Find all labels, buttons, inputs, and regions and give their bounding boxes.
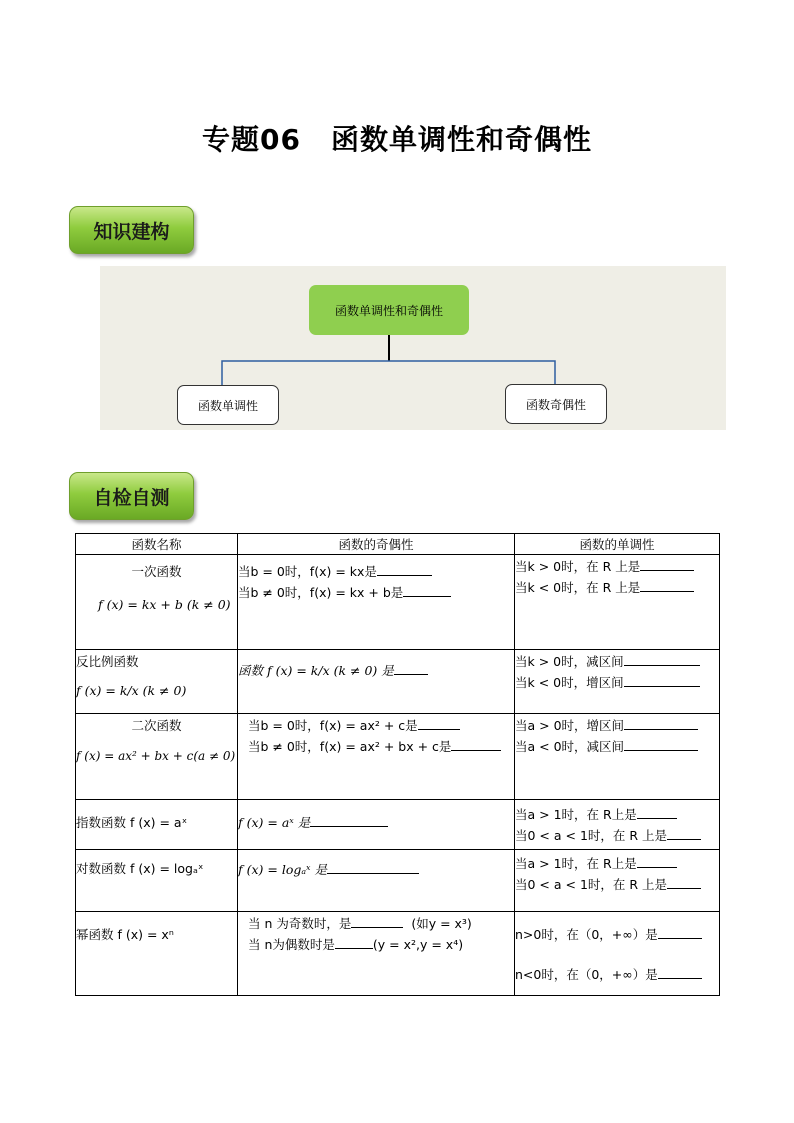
answer-blank[interactable] xyxy=(335,935,373,949)
function-name-text: 二次函数 xyxy=(131,718,182,733)
table-row xyxy=(76,555,720,650)
knowledge-diagram xyxy=(100,266,726,430)
answer-blank[interactable] xyxy=(624,652,700,666)
diagram-root-node: 函数单调性和奇偶性 xyxy=(309,285,469,335)
mono-line: 当a < 0时，减区间 xyxy=(515,739,625,754)
table-header-row xyxy=(76,534,720,555)
header-parity: 函数的奇偶性 xyxy=(238,534,515,555)
cell-function-name xyxy=(76,800,238,850)
function-name-text: 反比例函数 xyxy=(76,654,139,669)
parity-line: 当b = 0时，f(x) = kx是 xyxy=(238,564,377,579)
answer-blank[interactable] xyxy=(637,805,677,819)
answer-blank[interactable] xyxy=(418,716,460,730)
header-monotonicity: 函数的单调性 xyxy=(515,534,720,555)
answer-blank[interactable] xyxy=(624,716,698,730)
function-properties-table xyxy=(75,533,720,996)
answer-blank[interactable] xyxy=(658,925,702,939)
answer-blank[interactable] xyxy=(351,914,403,928)
function-name-text: 指数函数 f (x) = aˣ xyxy=(76,815,188,830)
cell-monotonicity xyxy=(515,850,720,912)
header-name: 函数名称 xyxy=(76,534,238,555)
function-name-text: 对数函数 f (x) = logₐˣ xyxy=(76,861,204,876)
mono-line: n>0时，在（0，+∞）是 xyxy=(515,927,658,942)
page-title xyxy=(0,118,794,158)
answer-blank[interactable] xyxy=(327,860,419,874)
cell-function-name xyxy=(76,912,238,996)
parity-line: 函数 f (x) = k/x (k ≠ 0) 是 xyxy=(238,663,394,678)
mono-line: 当k > 0时，减区间 xyxy=(515,654,624,669)
title-number: 专题06 xyxy=(202,123,301,156)
mono-line: 当0 < a < 1时，在 R 上是 xyxy=(515,828,668,843)
parity-line: 当b = 0时，f(x) = ax² + c是 xyxy=(248,718,418,733)
mono-line: 当k < 0时，增区间 xyxy=(515,675,624,690)
cell-parity xyxy=(238,850,515,912)
table-row xyxy=(76,714,720,800)
section-badge-knowledge: 知识建构 xyxy=(69,206,194,254)
function-name-text: 一次函数 xyxy=(131,564,182,579)
cell-function-name xyxy=(76,714,238,800)
title-topic: 函数单调性和奇偶性 xyxy=(330,123,592,156)
cell-monotonicity xyxy=(515,800,720,850)
answer-blank[interactable] xyxy=(667,826,701,840)
cell-parity xyxy=(238,912,515,996)
mono-line: 当k > 0时，在 R 上是 xyxy=(515,559,641,574)
cell-function-name xyxy=(76,850,238,912)
answer-blank[interactable] xyxy=(403,583,451,597)
cell-monotonicity xyxy=(515,714,720,800)
cell-parity xyxy=(238,800,515,850)
mono-line: 当0 < a < 1时，在 R 上是 xyxy=(515,877,668,892)
table-row xyxy=(76,800,720,850)
function-name-text: 幂函数 f (x) = xⁿ xyxy=(76,927,174,942)
mono-line: n<0时，在（0，+∞）是 xyxy=(515,967,658,982)
mono-line: 当a > 1时，在 R上是 xyxy=(515,807,637,822)
diagram-node-parity: 函数奇偶性 xyxy=(505,384,607,424)
parity-line: 当b ≠ 0时，f(x) = ax² + bx + c是 xyxy=(248,739,452,754)
answer-blank[interactable] xyxy=(637,854,677,868)
cell-monotonicity xyxy=(515,555,720,650)
cell-parity xyxy=(238,650,515,714)
parity-line: 当 n为偶数时是 xyxy=(248,937,335,952)
answer-blank[interactable] xyxy=(667,875,701,889)
section-badge-selftest: 自检自测 xyxy=(69,472,194,520)
parity-example: (如y = x³) xyxy=(411,916,472,931)
cell-monotonicity xyxy=(515,912,720,996)
parity-line: f (x) = logₐˣ 是 xyxy=(238,862,327,877)
cell-parity xyxy=(238,555,515,650)
cell-function-name xyxy=(76,555,238,650)
answer-blank[interactable] xyxy=(394,661,428,675)
parity-line: 当b ≠ 0时，f(x) = kx + b是 xyxy=(238,585,404,600)
cell-parity xyxy=(238,714,515,800)
parity-line: f (x) = aˣ 是 xyxy=(238,815,311,830)
answer-blank[interactable] xyxy=(658,965,702,979)
table-row xyxy=(76,850,720,912)
parity-line: 当 n 为奇数时，是 xyxy=(248,916,352,931)
table-row xyxy=(76,650,720,714)
answer-blank[interactable] xyxy=(624,737,698,751)
answer-blank[interactable] xyxy=(377,562,432,576)
diagram-node-monotonicity: 函数单调性 xyxy=(177,385,279,425)
mono-line: 当k < 0时，在 R 上是 xyxy=(515,580,641,595)
function-formula: f (x) = k/x (k ≠ 0) xyxy=(76,683,187,698)
mono-line: 当a > 0时，增区间 xyxy=(515,718,625,733)
answer-blank[interactable] xyxy=(451,737,501,751)
function-formula: f (x) = ax² + bx + c(a ≠ 0) xyxy=(76,749,236,763)
answer-blank[interactable] xyxy=(310,813,388,827)
answer-blank[interactable] xyxy=(624,673,700,687)
answer-blank[interactable] xyxy=(640,578,694,592)
parity-example: (y = x²,y = x⁴) xyxy=(372,937,464,952)
function-formula: f (x) = kx + b (k ≠ 0) xyxy=(98,597,231,612)
table-row xyxy=(76,912,720,996)
cell-monotonicity xyxy=(515,650,720,714)
cell-function-name xyxy=(76,650,238,714)
mono-line: 当a > 1时，在 R上是 xyxy=(515,856,637,871)
answer-blank[interactable] xyxy=(640,557,694,571)
